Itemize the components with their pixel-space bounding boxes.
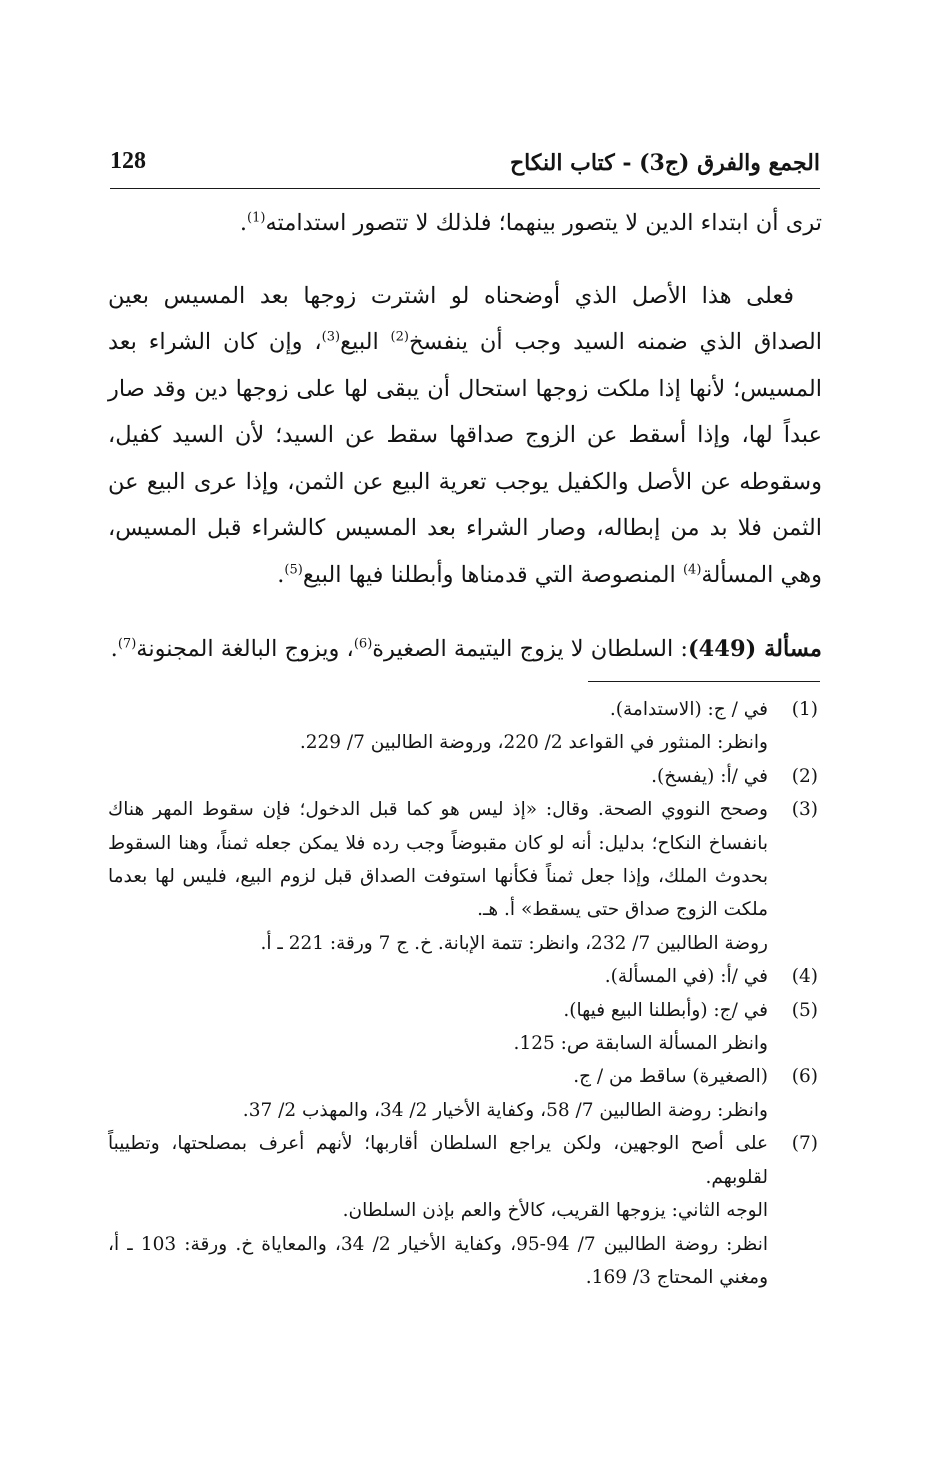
footnote-number: (6) bbox=[791, 1066, 818, 1088]
footnote-7: (7) على أصح الوجهين، ولكن يراجع السلطان أقاربها؛ لأنهم أعرف بمصلحتها، وتطييباً لقلوبهم. الوجه الثاني: يزوجها القريب، كالأخ والعم بإذن السلطان. انظر: روضة الطالبين 7/ 94-95، وكفاية الأخيار 2/ 34، والمعاياة خ. ورقة: 103 ـ أ، ومغني المحتاج 3/ 169. bbox=[108, 1127, 822, 1294]
footnote-number: (1) bbox=[791, 699, 818, 720]
main-paragraph: فعلى هذا الأصل الذي أوضحناه لو اشترت زوجها بعد المسيس بعين الصداق الذي ضمنه السيد وجب أن ينفسخ$^{(2)}$ البيع$^{(3)}$، وإن كان الشراء بعد المسيس؛ لأنها إذا ملكت زوجها استحال أن يبقى لها على زوجها دين وقد صار عبداً لها، وإذا أسقط عن الزوج صداقها سقط عن السيد؛ لأن السيد كفيل، وسقوطه عن الأصل والكفيل يوجب تعرية البيع عن الثمن، وإذا عرى البيع عن الثمن فلا بد من إبطاله، وصار الشراء بعد المسيس كالشراء قبل المسيس، وهي المسألة$^{(4)}$ المنصوصة التي قدمناها وأبطلنا فيها البيع$^{(5)}$. bbox=[108, 282, 822, 588]
footnote-ref: (5) bbox=[284, 562, 303, 577]
page-number: 128 bbox=[110, 148, 146, 174]
footnote-ref: (6) bbox=[353, 636, 373, 652]
page-header bbox=[110, 148, 820, 189]
footnote-ref: (2) bbox=[390, 329, 409, 345]
footnote-ref: (4) bbox=[682, 562, 702, 577]
footnote-6: (6) (الصغيرة) ساقط من / ج. وانظر: روضة الطالبين 7/ 58، وكفاية الأخيار 2/ 34، والمهذب 2/ 37. bbox=[108, 1060, 822, 1127]
footnote-1: (1) في / ج: (الاستدامة). وانظر: المنثور في القواعد 2/ 220، وروضة الطالبين 7/ 229. bbox=[108, 693, 822, 760]
intro-paragraph: ترى أن ابتداء الدين لا يتصور بينهما؛ فلذلك لا تتصور استدامته$^{(1)}$. bbox=[239, 210, 822, 236]
footnote-2: (2) في /أ: (يفسخ). bbox=[108, 760, 822, 793]
footnote-ref: (7) bbox=[117, 636, 137, 652]
footnote-separator bbox=[588, 681, 820, 682]
running-title: الجمع والفرق (ج3) - كتاب النكاح bbox=[509, 150, 820, 176]
footnote-ref: (1) bbox=[247, 210, 266, 226]
footnote-number: (5) bbox=[791, 999, 818, 1021]
footnote-4: (4) في /أ: (في المسألة). bbox=[108, 960, 822, 993]
footnote-3: (3) وصحح النووي الصحة. وقال: «إذ ليس هو كما قبل الدخول؛ فإن سقوط المهر هناك بانفساخ النكاح؛ بدليل: أنه لو كان مقبوضاً وجب رده فلا يمكن جعله ثمناً، وهنا السقوط بحدوث الملك، وإذا جعل ثمناً فكأنها استوفت الصداق قبل لزوم البيع، فليس لها بعدما ملكت الزوج صداق حتى يسقط» أ. هـ. روضة الطالبين 7/ 232، وانظر: تتمة الإبانة. خ. ج 7 ورقة: 221 ـ أ. bbox=[108, 793, 822, 960]
footnotes bbox=[108, 693, 822, 1294]
issue-label: مسألة (449) bbox=[687, 636, 822, 662]
footnote-5: (5) في /ج: (وأبطلنا البيع فيها). وانظر المسألة السابقة ص: 125. bbox=[108, 994, 822, 1061]
footnote-number: (4) bbox=[791, 966, 818, 988]
footnote-number: (2) bbox=[791, 765, 818, 787]
footnote-number: (3) bbox=[791, 799, 818, 821]
issue-paragraph: مسألة (449): السلطان لا يزوج اليتيمة الصغيرة$^{(6)}$، ويزوج البالغة المجنونة$^{(7)}$. bbox=[110, 636, 822, 662]
main-text bbox=[108, 200, 822, 673]
footnote-number: (7) bbox=[791, 1133, 818, 1155]
footnote-ref: (3) bbox=[321, 329, 341, 345]
